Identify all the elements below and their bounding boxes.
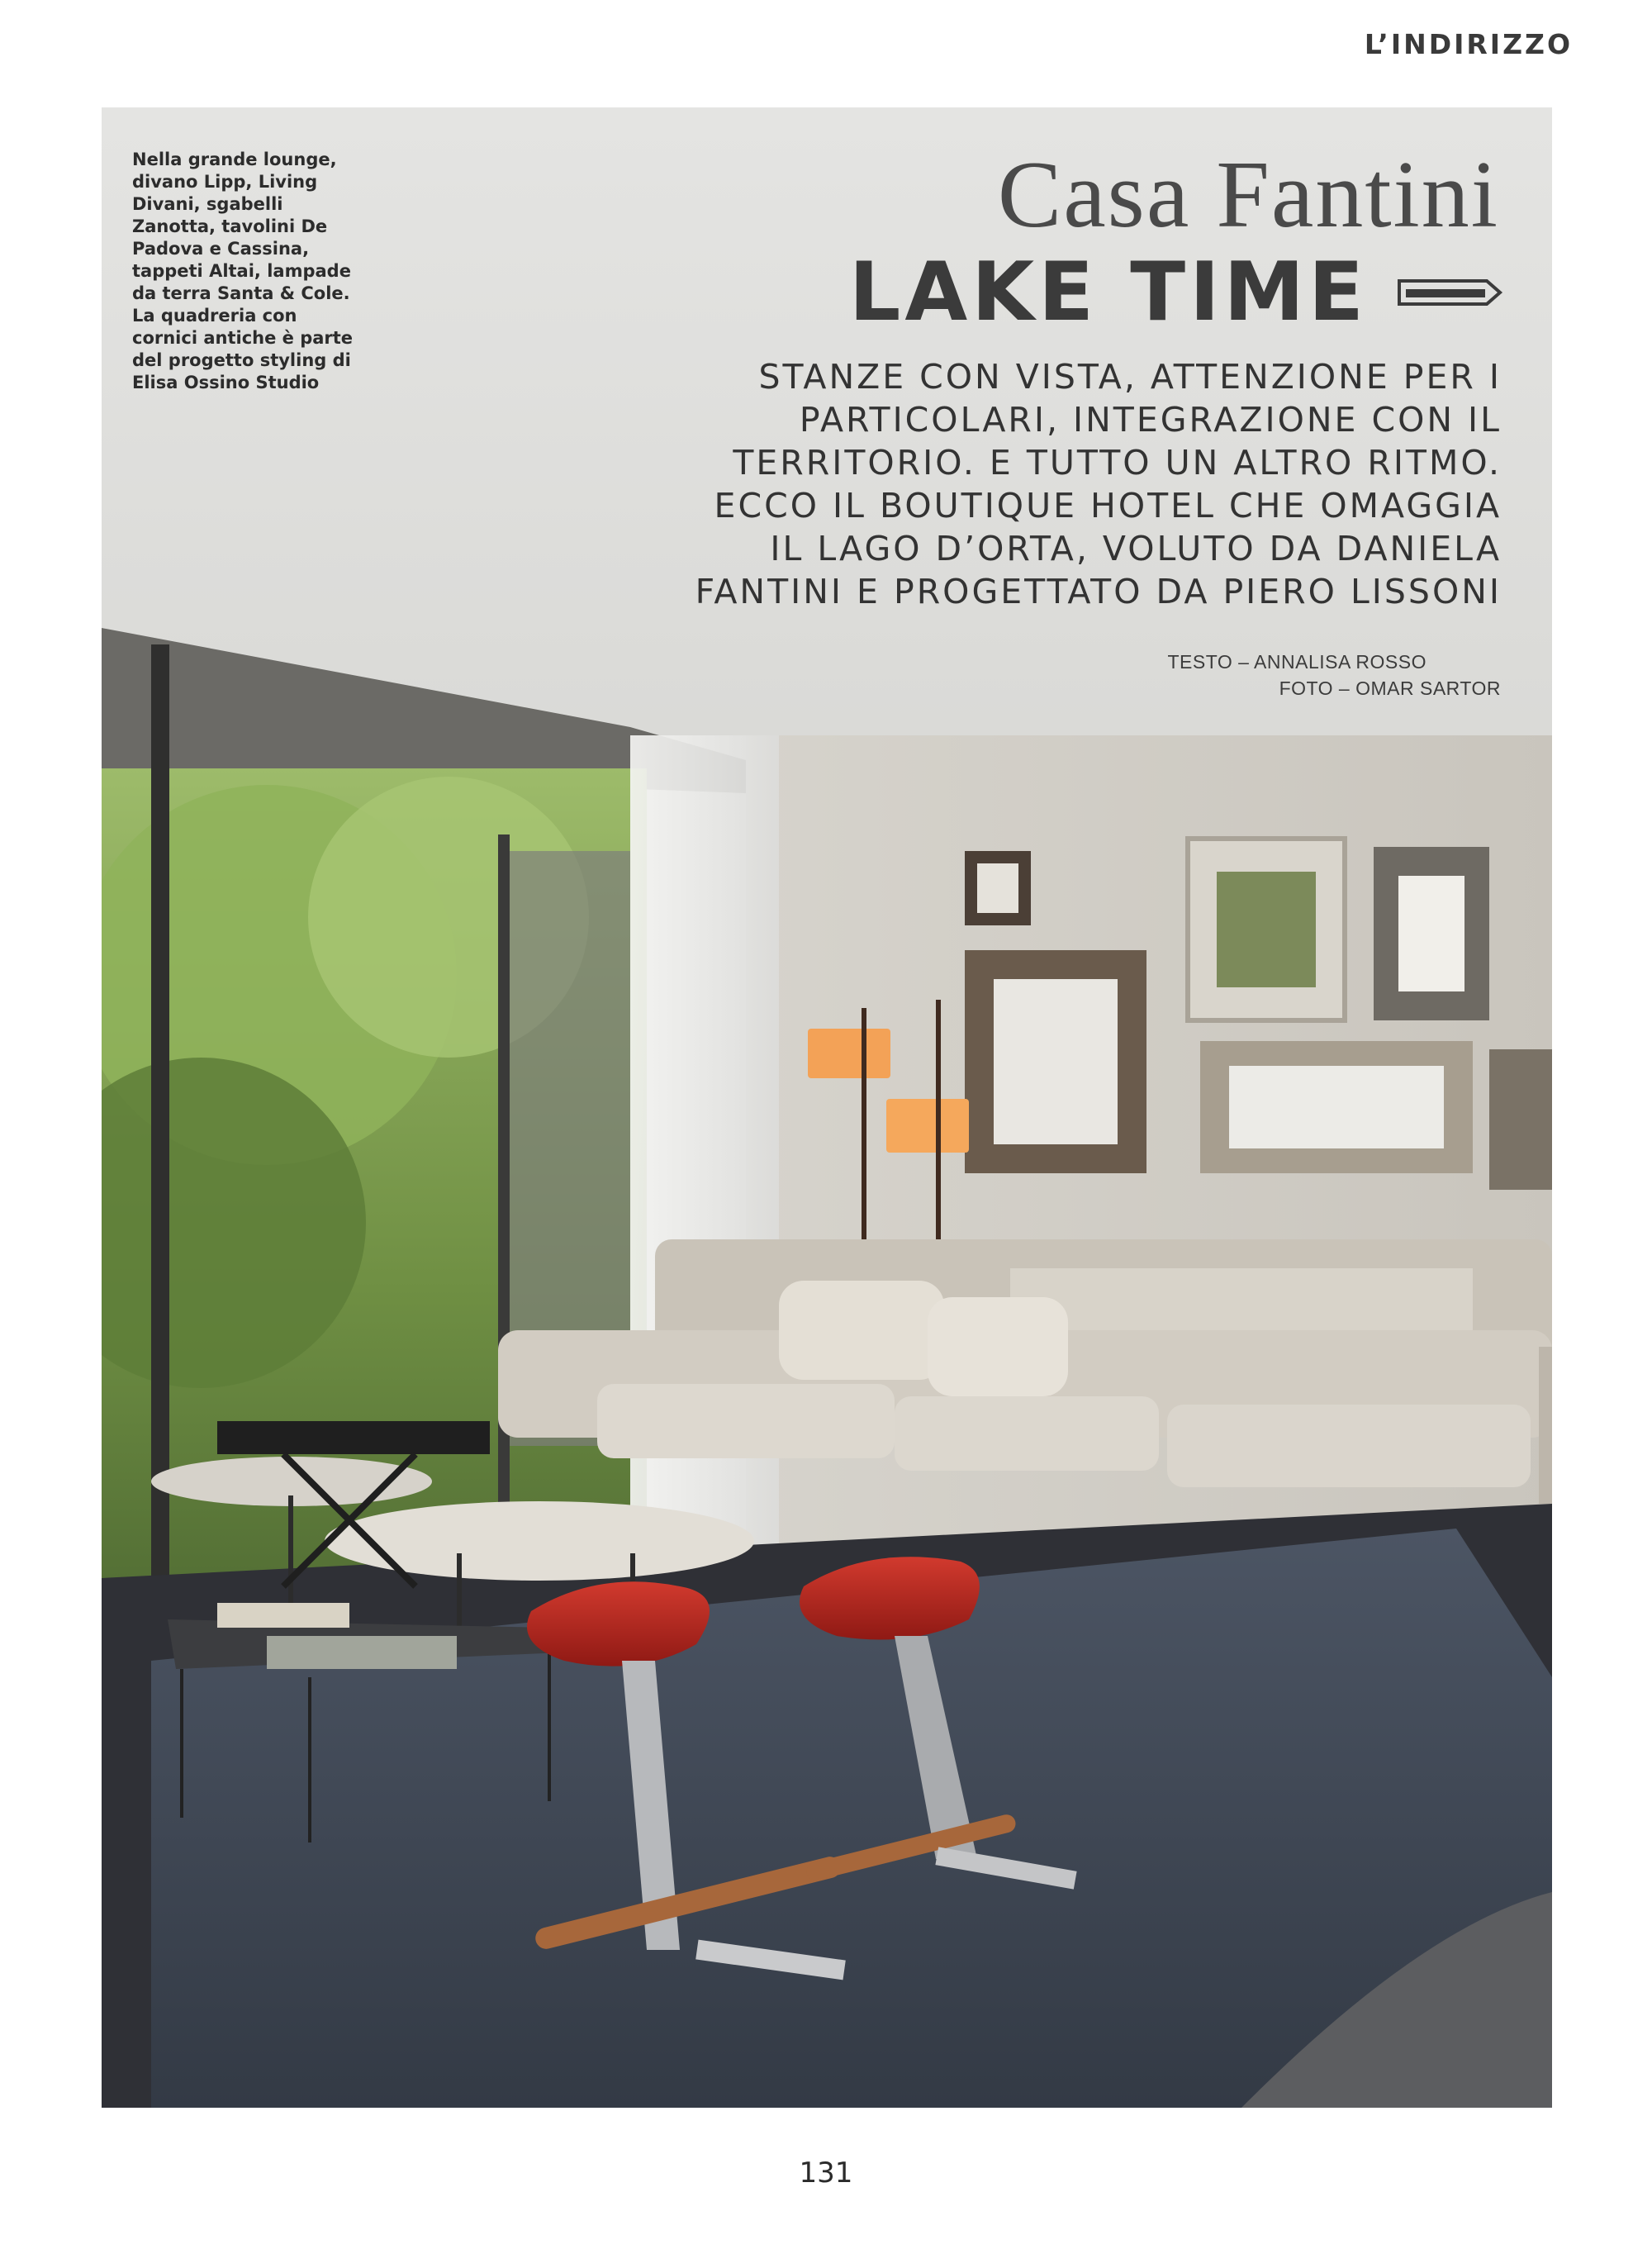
caption-line: tappeti Altai, lampade xyxy=(132,261,351,281)
standfirst-line: IL LAGO D’ORTA, VOLUTO DA DANIELA xyxy=(770,529,1502,568)
standfirst-line: FANTINI E PROGETTATO DA PIERO LISSONI xyxy=(695,572,1502,611)
standfirst-line: PARTICOLARI, INTEGRAZIONE CON IL xyxy=(799,400,1502,440)
caption-line: La quadreria con xyxy=(132,306,297,326)
caption-line: divano Lipp, Living xyxy=(132,172,318,192)
arrow-icon xyxy=(1396,276,1503,309)
article-title: Casa Fantini xyxy=(997,142,1499,248)
standfirst-line: TERRITORIO. E TUTTO UN ALTRO RITMO. xyxy=(733,443,1502,483)
caption-line: Nella grande lounge, xyxy=(132,150,337,169)
page-number: 131 xyxy=(799,2156,853,2190)
caption-line: Padova e Cassina, xyxy=(132,239,310,259)
article-credits xyxy=(1167,649,1501,701)
caption-line: Elisa Ossino Studio xyxy=(132,373,320,392)
text-credit: TESTO – ANNALISA ROSSO xyxy=(1167,651,1427,673)
standfirst-line: ECCO IL BOUTIQUE HOTEL CHE OMAGGIA xyxy=(714,486,1502,525)
caption-line: del progetto styling di xyxy=(132,350,351,370)
caption-line: cornici antiche è parte xyxy=(132,328,354,348)
standfirst xyxy=(634,355,1502,613)
caption-line: Zanotta, tavolini De xyxy=(132,216,328,236)
caption-line: da terra Santa & Cole. xyxy=(132,283,350,303)
caption-line: Divani, sgabelli xyxy=(132,194,283,214)
standfirst-line: STANZE CON VISTA, ATTENZIONE PER I xyxy=(758,357,1502,397)
photo-credit: FOTO – OMAR SARTOR xyxy=(1279,678,1501,699)
section-label: L’INDIRIZZO xyxy=(1364,28,1573,60)
subtitle-row xyxy=(848,245,1503,340)
article-subtitle: LAKE TIME xyxy=(848,245,1368,340)
photo-caption xyxy=(132,149,396,394)
